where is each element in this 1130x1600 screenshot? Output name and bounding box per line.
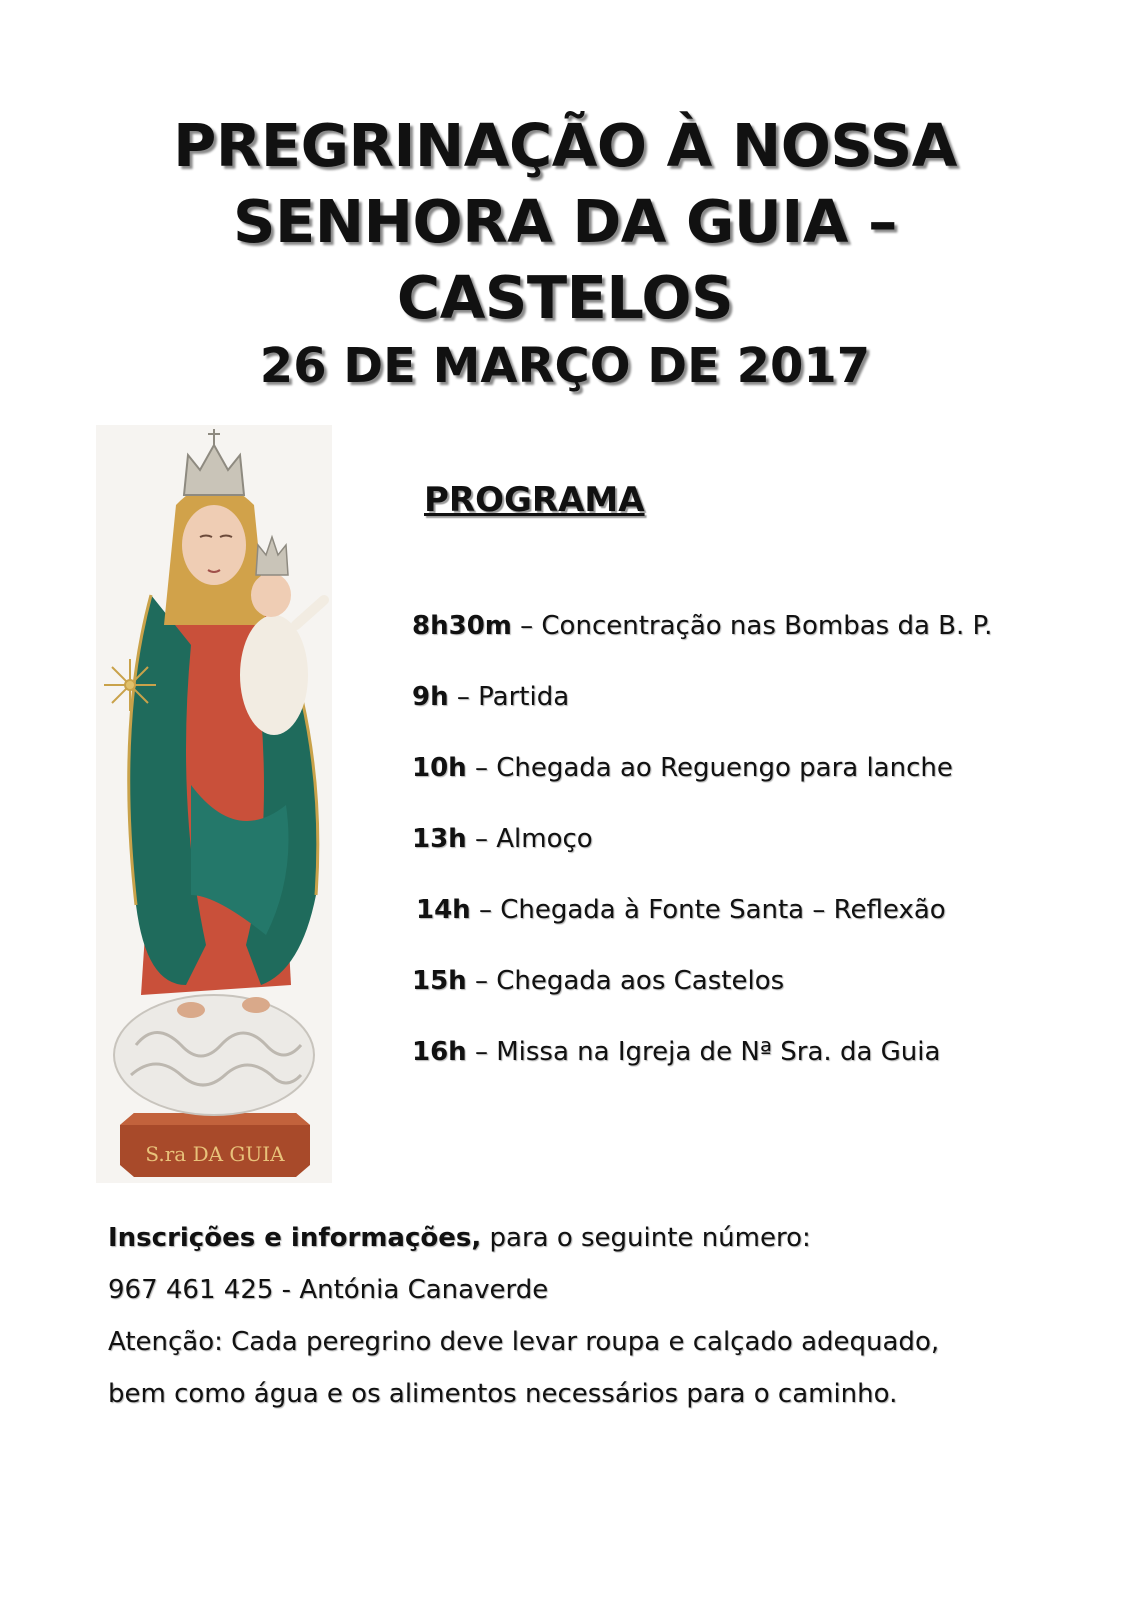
schedule-text: – Chegada à Fonte Santa – Reflexão — [470, 895, 946, 925]
schedule-text: – Missa na Igreja de Nª Sra. da Guia — [466, 1037, 941, 1067]
event-date: 26 DE MARÇO DE 2017 — [259, 338, 871, 394]
schedule-text: – Almoço — [466, 824, 593, 854]
schedule-time: 9h — [412, 682, 449, 712]
attention-note-line-2: bem como água e os alimentos necessários para o caminho. — [108, 1379, 898, 1409]
schedule-item — [412, 679, 1112, 750]
schedule-time: 14h — [416, 895, 471, 925]
schedule-text: – Chegada ao Reguengo para lanche — [466, 753, 953, 783]
title-line-1: PREGRINAÇÃO À NOSSA — [173, 111, 957, 180]
schedule-item — [412, 963, 1112, 1034]
program-heading: PROGRAMA — [424, 480, 645, 520]
schedule-item — [412, 892, 1112, 963]
schedule-time: 13h — [412, 824, 467, 854]
title-line-2: SENHORA DA GUIA – — [232, 187, 897, 256]
our-lady-statue-illustration — [96, 425, 332, 1183]
schedule-item — [412, 608, 1112, 679]
title-line-3: CASTELOS — [396, 263, 734, 332]
schedule-item — [412, 750, 1112, 821]
statue-image — [96, 425, 332, 1183]
schedule-time: 10h — [412, 753, 467, 783]
program-schedule — [412, 608, 1112, 1105]
schedule-item — [412, 821, 1112, 892]
schedule-item — [412, 1034, 1112, 1105]
schedule-text: – Chegada aos Castelos — [466, 966, 785, 996]
schedule-time: 16h — [412, 1037, 467, 1067]
schedule-text: – Concentração nas Bombas da B. P. — [511, 611, 993, 641]
statue-base-label: S.ra DA GUIA — [145, 1142, 285, 1166]
poster-title — [0, 108, 1130, 336]
contact-phone: 967 461 425 - Antónia Canaverde — [108, 1275, 549, 1305]
registration-label: Inscrições e informações, — [108, 1223, 482, 1253]
registration-info — [108, 1212, 1108, 1420]
schedule-time: 15h — [412, 966, 467, 996]
registration-line — [108, 1212, 1108, 1264]
schedule-text: – Partida — [448, 682, 570, 712]
attention-note-line-1: Atenção: Cada peregrino deve levar roupa e calçado adequado, — [108, 1327, 940, 1357]
schedule-time: 8h30m — [412, 611, 512, 641]
registration-text: para o seguinte número: — [481, 1223, 811, 1253]
